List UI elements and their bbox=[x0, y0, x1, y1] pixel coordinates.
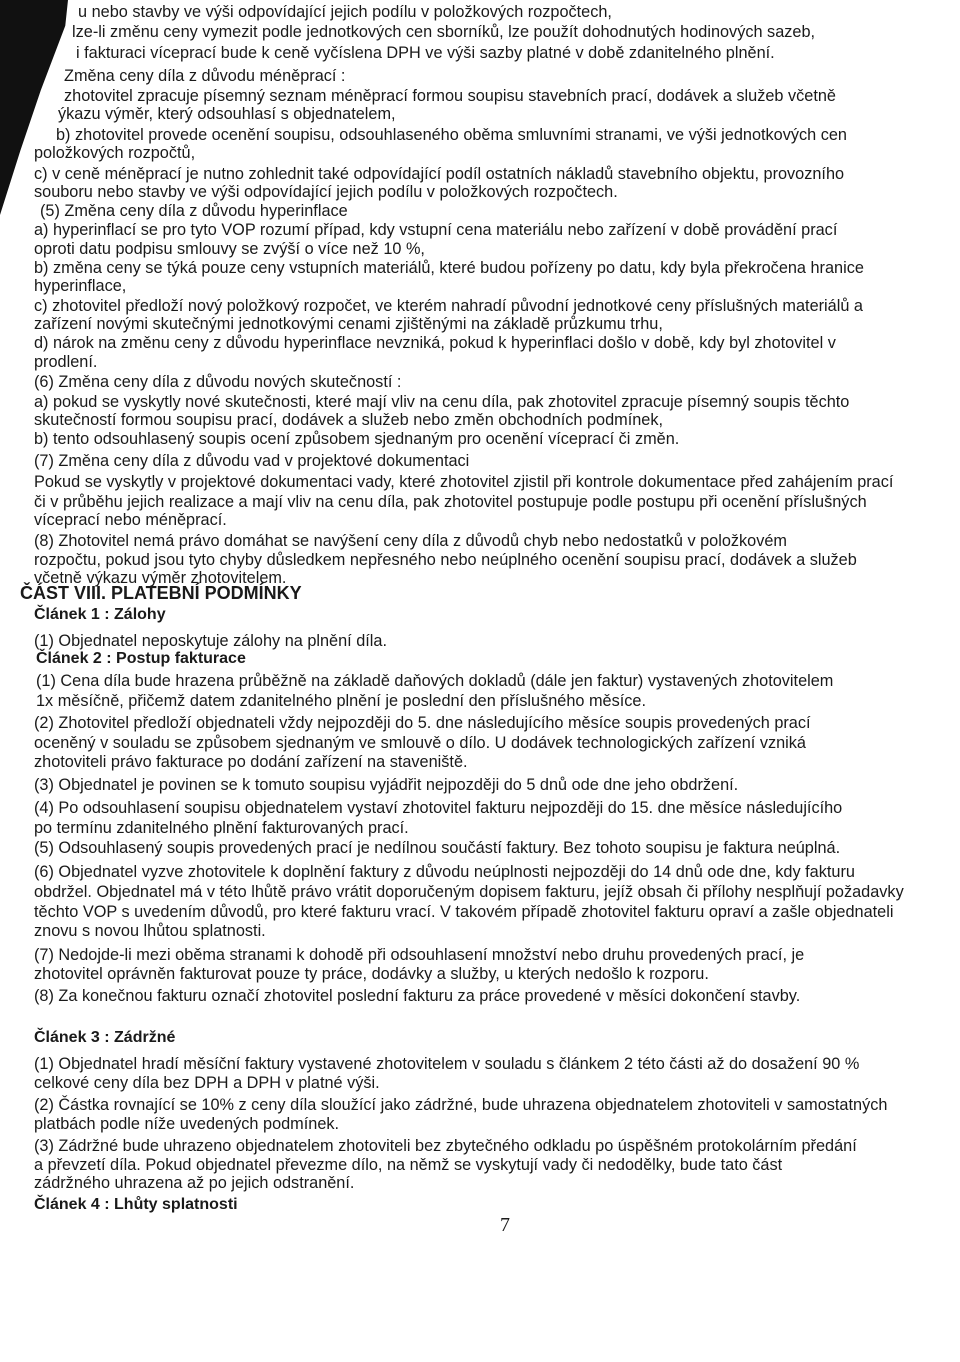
text-line: souboru nebo stavby ve výši odpovídající jejich podílu v položkových rozpočtech. bbox=[34, 183, 618, 201]
text-line: skutečností formou soupisu prací, dodávek a služeb nebo změn obchodních podmínek, bbox=[34, 411, 664, 429]
text-line: d) nárok na změnu ceny z důvodu hyperinflace nevzniká, pokud k hyperinflaci došlo v době, kdy byl zhotovitel v bbox=[34, 334, 836, 352]
text-line: (6) Změna ceny díla z důvodu nových skutečností : bbox=[34, 373, 402, 391]
text-line: celkové ceny díla bez DPH a DPH v platné výši. bbox=[34, 1074, 380, 1092]
text-line: zhotoviteli právo fakturace po dodání zařízení na staveniště. bbox=[34, 753, 468, 771]
text-line: 1x měsíčně, přičemž datem zdanitelného plnění je poslední den příslušného měsíce. bbox=[36, 692, 646, 710]
text-line: a převzetí díla. Pokud objednatel převezme dílo, na němž se vyskytují vady či nedodělky, bude tato část bbox=[34, 1156, 783, 1174]
text-line: včetně výkazu výměr zhotovitelem. bbox=[34, 569, 287, 587]
text-line: (5) Odsouhlasený soupis provedených prací je nedílnou součástí faktury. Bez tohoto soupisu je faktura neúplná. bbox=[34, 839, 841, 857]
text-line: rozpočtu, pokud jsou tyto chyby důsledkem nepřesného nebo neúplného ocenění soupisu prací, dodávek a služeb bbox=[34, 551, 857, 569]
text-line: či v průběhu jejich realizace a mají vliv na cenu díla, pak zhotovitel postupuje podle postupu při ocenění příslušných bbox=[34, 493, 867, 511]
part-heading: ČÁST VIII. PLATEBNÍ PODMÍNKY bbox=[20, 583, 302, 603]
text-line: a) pokud se vyskytly nové skutečnosti, které mají vliv na cenu díla, pak zhotovitel zpracuje písemný soupis těchto bbox=[34, 393, 850, 411]
text-line: a) hyperinflací se pro tyto VOP rozumí případ, kdy vstupní cena materiálu nebo zařízení v době provádění prací bbox=[34, 221, 838, 239]
text-line: platbách podle níže uvedených podmínek. bbox=[34, 1115, 340, 1133]
text-line: (5) Změna ceny díla z důvodu hyperinflace bbox=[40, 202, 348, 220]
text-line: prodlení. bbox=[34, 353, 98, 371]
text-line: ýkazu výměr, který odsouhlasí s objednatelem, bbox=[58, 105, 396, 123]
text-line: (2) Částka rovnající se 10% z ceny díla sloužící jako zádržné, bude uhrazena objednatelem zhotoviteli v samostatných bbox=[34, 1096, 888, 1114]
text-line: zádržného uhrazena až po jejich odstranění. bbox=[34, 1174, 355, 1192]
text-line: zařízení novými skutečnými jednotkovými cenami zjištěnými na základě průzkumu trhu, bbox=[34, 315, 663, 333]
text-line: položkových rozpočtů, bbox=[34, 144, 196, 162]
article-heading: Článek 1 : Zálohy bbox=[34, 606, 166, 623]
text-line: Změna ceny díla z důvodu méněprací : bbox=[64, 67, 346, 85]
text-line: b) zhotovitel provede ocenění soupisu, odsouhlaseného oběma smluvními stranami, ve výši jednotkových cen bbox=[56, 126, 847, 144]
text-line: těchto VOP s uvedením důvodů, pro které fakturu vrací. V takovém případě zhotovitel fakturu opraví a zašle objednateli bbox=[34, 903, 894, 921]
text-line: hyperinflace, bbox=[34, 277, 127, 295]
text-line: (8) Zhotovitel nemá právo domáhat se navýšení ceny díla z důvodů chyb nebo nedostatků v položkovém bbox=[34, 532, 787, 550]
text-line: (2) Zhotovitel předloží objednateli vždy nejpozději do 5. dne následujícího měsíce soupis provedených prací bbox=[34, 714, 811, 732]
text-line: Pokud se vyskytly v projektové dokumentaci vady, které zhotovitel zjistil při kontrole dokumentace před zahájením prací bbox=[34, 473, 894, 491]
text-line: (8) Za konečnou fakturu označí zhotovitel poslední fakturu za práce provedené v měsíci dokončení stavby. bbox=[34, 987, 801, 1005]
text-line: zhotovitel zpracuje písemný seznam méněprací formou soupisu stavebních prací, dodávek a služeb včetně bbox=[64, 87, 836, 105]
text-line: b) změna ceny se týká pouze ceny vstupních materiálů, které budou pořízeny po datu, kdy byla překročena hranice bbox=[34, 259, 864, 277]
text-line: lze-li změnu ceny vymezit podle jednotkových cen sborníků, lze použít dohodnutých hodinových sazeb, bbox=[72, 23, 816, 41]
text-line: (6) Objednatel vyzve zhotovitele k doplnění faktury z důvodu neúplnosti nejpozději do 14 dnů ode dne, kdy fakturu bbox=[34, 863, 855, 881]
text-line: po termínu zdanitelného plnění fakturovaných prací. bbox=[34, 819, 409, 837]
article-heading: Článek 4 : Lhůty splatnosti bbox=[34, 1196, 238, 1213]
text-line: u nebo stavby ve výši odpovídající jejich podílu v položkových rozpočtech, bbox=[78, 3, 612, 21]
text-line: (1) Cena díla bude hrazena průběžně na základě daňových dokladů (dále jen faktur) vystavených zhotovitelem bbox=[36, 672, 834, 690]
article-heading: Článek 3 : Zádržné bbox=[34, 1029, 176, 1046]
text-line: c) v ceně méněprací je nutno zohlednit také odpovídající podíl ostatních nákladů stavebního objektu, provozního bbox=[34, 165, 845, 183]
text-line: víceprací nebo méněprací. bbox=[34, 511, 227, 529]
text-line: zhotovitel oprávněn fakturovat pouze ty práce, dodávky a služby, u kterých nedošlo k rozporu. bbox=[34, 965, 709, 983]
text-line: (7) Změna ceny díla z důvodu vad v projektové dokumentaci bbox=[34, 452, 470, 470]
text-line: obdržel. Objednatel má v této lhůtě právo vrátit doporučeným dopisem fakturu, jejíž obsah či přílohy nesplňují požadavky bbox=[34, 883, 904, 901]
text-line: (7) Nedojde-li mezi oběma stranami k dohodě při odsouhlasení množství nebo druhu provedených prací, je bbox=[34, 946, 805, 964]
page-number: 7 bbox=[500, 1214, 510, 1236]
text-line: b) tento odsouhlasený soupis ocení způsobem sjednaným pro ocenění víceprací či změn. bbox=[34, 430, 680, 448]
text-line: (1) Objednatel hradí měsíční faktury vystavené zhotovitelem v souladu s článkem 2 této části až do dosažení 90 % bbox=[34, 1055, 860, 1073]
text-line: (3) Zádržné bude uhrazeno objednatelem zhotoviteli bez zbytečného odkladu po úspěšném protokolárním předání bbox=[34, 1137, 857, 1155]
text-line: znovu s novou lhůtou splatnosti. bbox=[34, 922, 266, 940]
text-line: oceněný v souladu se způsobem sjednaným ve smlouvě o dílo. U dodávek technologických zařízení vzniká bbox=[34, 734, 806, 752]
text-line: (4) Po odsouhlasení soupisu objednatelem vystaví zhotovitel fakturu nejpozději do 15. dne měsíce následujícího bbox=[34, 799, 843, 817]
text-line: (1) Objednatel neposkytuje zálohy na plnění díla. bbox=[34, 632, 387, 650]
text-line: (3) Objednatel je povinen se k tomuto soupisu vyjádřit nejpozději do 5 dnů ode dne jeho obdržení. bbox=[34, 776, 739, 794]
article-heading: Článek 2 : Postup fakturace bbox=[36, 650, 246, 667]
text-line: i fakturaci víceprací bude k ceně vyčíslena DPH ve výši sazby platné v době zdanitelného plnění. bbox=[76, 44, 775, 62]
text-line: c) zhotovitel předloží nový položkový rozpočet, ve kterém nahradí původní jednotkové ceny příslušných materiálů a bbox=[34, 297, 863, 315]
text-line: oproti datu podpisu smlouvy se zvýší o více než 10 %, bbox=[34, 240, 425, 258]
